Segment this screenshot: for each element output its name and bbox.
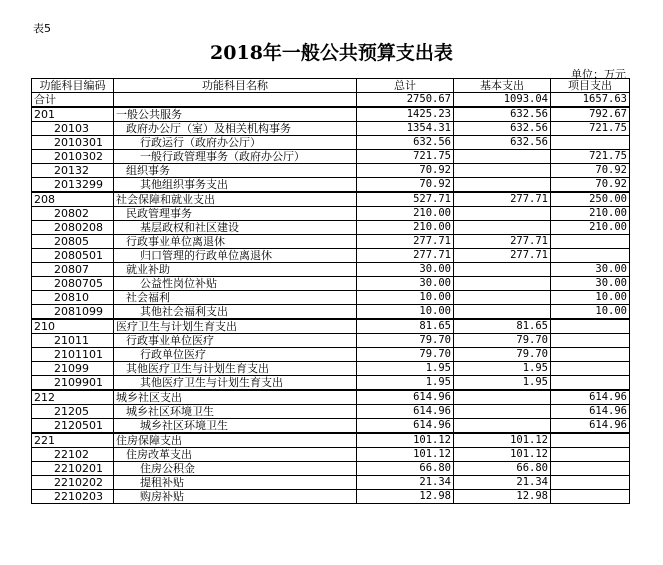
code-cell: 210 (32, 319, 114, 334)
basic-cell (454, 277, 551, 291)
table-row (32, 164, 630, 178)
basic-cell (454, 178, 551, 193)
project-cell: 614.96 (551, 419, 630, 434)
total-cell: 210.00 (357, 221, 454, 235)
name-cell: 其他社会福利支出 (114, 305, 357, 320)
total-cell: 101.12 (357, 433, 454, 448)
total-cell: 632.56 (357, 136, 454, 150)
total-cell: 2750.67 (357, 93, 454, 108)
total-cell: 30.00 (357, 277, 454, 291)
name-cell: 住房改革支出 (114, 448, 357, 462)
total-cell: 1.95 (357, 376, 454, 391)
code-cell: 2210201 (32, 462, 114, 476)
basic-cell: 277.71 (454, 249, 551, 263)
total-cell: 70.92 (357, 164, 454, 178)
table-row (32, 249, 630, 263)
code-cell: 22102 (32, 448, 114, 462)
table-row (32, 362, 630, 376)
basic-cell: 1.95 (454, 362, 551, 376)
total-cell: 70.92 (357, 178, 454, 193)
project-cell (551, 448, 630, 462)
basic-cell: 12.98 (454, 490, 551, 504)
table-row (32, 490, 630, 504)
table-row (32, 433, 630, 448)
name-cell: 提租补贴 (114, 476, 357, 490)
total-cell: 1425.23 (357, 107, 454, 122)
header-name: 功能科目名称 (114, 79, 357, 93)
table-body (32, 93, 630, 504)
name-cell: 公益性岗位补贴 (114, 277, 357, 291)
code-cell: 20802 (32, 207, 114, 221)
project-cell (551, 362, 630, 376)
code-cell: 221 (32, 433, 114, 448)
project-cell: 30.00 (551, 263, 630, 277)
basic-cell: 632.56 (454, 136, 551, 150)
project-cell: 792.67 (551, 107, 630, 122)
code-cell: 2210202 (32, 476, 114, 490)
table-row (32, 348, 630, 362)
table-header-row (32, 79, 630, 93)
basic-cell (454, 405, 551, 419)
basic-cell (454, 164, 551, 178)
basic-cell: 101.12 (454, 433, 551, 448)
name-cell: 一般公共服务 (114, 107, 357, 122)
table-row (32, 107, 630, 122)
project-cell: 250.00 (551, 192, 630, 207)
total-cell: 66.80 (357, 462, 454, 476)
total-cell: 277.71 (357, 249, 454, 263)
basic-cell: 81.65 (454, 319, 551, 334)
code-cell: 208 (32, 192, 114, 207)
name-cell: 其他组织事务支出 (114, 178, 357, 193)
code-cell: 20805 (32, 235, 114, 249)
total-cell: 1.95 (357, 362, 454, 376)
project-cell (551, 249, 630, 263)
name-cell: 基层政权和社区建设 (114, 221, 357, 235)
name-cell: 政府办公厅（室）及相关机构事务 (114, 122, 357, 136)
code-cell: 21099 (32, 362, 114, 376)
header-project: 项目支出 (551, 79, 630, 93)
name-cell: 住房保障支出 (114, 433, 357, 448)
name-cell: 行政运行（政府办公厅） (114, 136, 357, 150)
code-cell: 20807 (32, 263, 114, 277)
table-row (32, 192, 630, 207)
name-cell: 行政事业单位医疗 (114, 334, 357, 348)
total-cell: 12.98 (357, 490, 454, 504)
project-cell: 10.00 (551, 305, 630, 320)
project-cell: 614.96 (551, 405, 630, 419)
basic-cell (454, 305, 551, 320)
project-cell: 721.75 (551, 150, 630, 164)
total-cell: 10.00 (357, 305, 454, 320)
basic-cell: 632.56 (454, 107, 551, 122)
table-row (32, 150, 630, 164)
basic-cell (454, 419, 551, 434)
code-cell: 2080501 (32, 249, 114, 263)
code-cell: 2080705 (32, 277, 114, 291)
header-basic: 基本支出 (454, 79, 551, 93)
code-cell: 212 (32, 390, 114, 405)
table-row (32, 462, 630, 476)
total-cell: 614.96 (357, 405, 454, 419)
basic-cell: 79.70 (454, 348, 551, 362)
name-cell: 行政事业单位离退休 (114, 235, 357, 249)
code-cell: 2010302 (32, 150, 114, 164)
total-cell: 210.00 (357, 207, 454, 221)
name-cell (114, 93, 357, 108)
table-row (32, 305, 630, 320)
name-cell: 城乡社区环境卫生 (114, 419, 357, 434)
basic-cell (454, 291, 551, 305)
code-cell: 20103 (32, 122, 114, 136)
basic-cell (454, 207, 551, 221)
name-cell: 一般行政管理事务（政府办公厅） (114, 150, 357, 164)
project-cell: 30.00 (551, 277, 630, 291)
project-cell: 70.92 (551, 178, 630, 193)
project-cell: 721.75 (551, 122, 630, 136)
table-row (32, 207, 630, 221)
code-cell: 20132 (32, 164, 114, 178)
name-cell: 城乡社区环境卫生 (114, 405, 357, 419)
table-row (32, 291, 630, 305)
table-row (32, 419, 630, 434)
table-row (32, 93, 630, 108)
name-cell: 社会福利 (114, 291, 357, 305)
code-cell: 2109901 (32, 376, 114, 391)
name-cell: 社会保障和就业支出 (114, 192, 357, 207)
total-cell: 614.96 (357, 419, 454, 434)
project-cell (551, 334, 630, 348)
budget-table (31, 78, 630, 504)
basic-cell (454, 263, 551, 277)
project-cell (551, 462, 630, 476)
project-cell (551, 433, 630, 448)
code-cell: 2210203 (32, 490, 114, 504)
code-cell: 2081099 (32, 305, 114, 320)
total-cell: 101.12 (357, 448, 454, 462)
table-row (32, 448, 630, 462)
code-cell: 2120501 (32, 419, 114, 434)
table-row (32, 122, 630, 136)
project-cell: 614.96 (551, 390, 630, 405)
project-cell (551, 235, 630, 249)
header-total: 总计 (357, 79, 454, 93)
total-cell: 81.65 (357, 319, 454, 334)
basic-cell (454, 150, 551, 164)
total-cell: 614.96 (357, 390, 454, 405)
name-cell: 民政管理事务 (114, 207, 357, 221)
table-row (32, 390, 630, 405)
code-cell: 2101101 (32, 348, 114, 362)
unit-label: 单位：万元 (571, 68, 626, 81)
total-cell: 10.00 (357, 291, 454, 305)
code-cell: 21205 (32, 405, 114, 419)
project-cell: 210.00 (551, 221, 630, 235)
project-cell: 1657.63 (551, 93, 630, 108)
basic-cell: 21.34 (454, 476, 551, 490)
basic-cell (454, 221, 551, 235)
table-number-label: 表5 (33, 22, 51, 35)
project-cell: 210.00 (551, 207, 630, 221)
project-cell: 10.00 (551, 291, 630, 305)
code-cell: 20810 (32, 291, 114, 305)
total-cell: 79.70 (357, 334, 454, 348)
total-cell: 721.75 (357, 150, 454, 164)
name-cell: 购房补贴 (114, 490, 357, 504)
code-cell: 2080208 (32, 221, 114, 235)
basic-cell: 1093.04 (454, 93, 551, 108)
basic-cell (454, 390, 551, 405)
table-row (32, 319, 630, 334)
table-row (32, 376, 630, 391)
basic-cell: 79.70 (454, 334, 551, 348)
name-cell: 就业补助 (114, 263, 357, 277)
table-row (32, 277, 630, 291)
project-cell (551, 490, 630, 504)
name-cell: 组织事务 (114, 164, 357, 178)
table-row (32, 405, 630, 419)
basic-cell: 101.12 (454, 448, 551, 462)
project-cell (551, 348, 630, 362)
total-cell: 79.70 (357, 348, 454, 362)
code-cell: 201 (32, 107, 114, 122)
project-cell (551, 476, 630, 490)
table-row (32, 221, 630, 235)
table-row (32, 334, 630, 348)
name-cell: 城乡社区支出 (114, 390, 357, 405)
total-cell: 21.34 (357, 476, 454, 490)
code-cell: 21011 (32, 334, 114, 348)
name-cell: 归口管理的行政单位离退休 (114, 249, 357, 263)
table-row (32, 263, 630, 277)
code-cell: 2010301 (32, 136, 114, 150)
total-cell: 527.71 (357, 192, 454, 207)
project-cell (551, 136, 630, 150)
basic-cell: 632.56 (454, 122, 551, 136)
table-row (32, 476, 630, 490)
basic-cell: 66.80 (454, 462, 551, 476)
project-cell (551, 376, 630, 391)
name-cell: 行政单位医疗 (114, 348, 357, 362)
basic-cell: 277.71 (454, 235, 551, 249)
code-cell: 2013299 (32, 178, 114, 193)
name-cell: 住房公积金 (114, 462, 357, 476)
code-cell: 合计 (32, 93, 114, 108)
project-cell (551, 319, 630, 334)
total-cell: 30.00 (357, 263, 454, 277)
name-cell: 医疗卫生与计划生育支出 (114, 319, 357, 334)
basic-cell: 1.95 (454, 376, 551, 391)
header-code: 功能科目编码 (32, 79, 114, 93)
table-row (32, 178, 630, 193)
name-cell: 其他医疗卫生与计划生育支出 (114, 376, 357, 391)
name-cell: 其他医疗卫生与计划生育支出 (114, 362, 357, 376)
basic-cell: 277.71 (454, 192, 551, 207)
total-cell: 277.71 (357, 235, 454, 249)
table-row (32, 136, 630, 150)
page-title: 2018年一般公共预算支出表 (210, 42, 453, 64)
table-row (32, 235, 630, 249)
total-cell: 1354.31 (357, 122, 454, 136)
project-cell: 70.92 (551, 164, 630, 178)
